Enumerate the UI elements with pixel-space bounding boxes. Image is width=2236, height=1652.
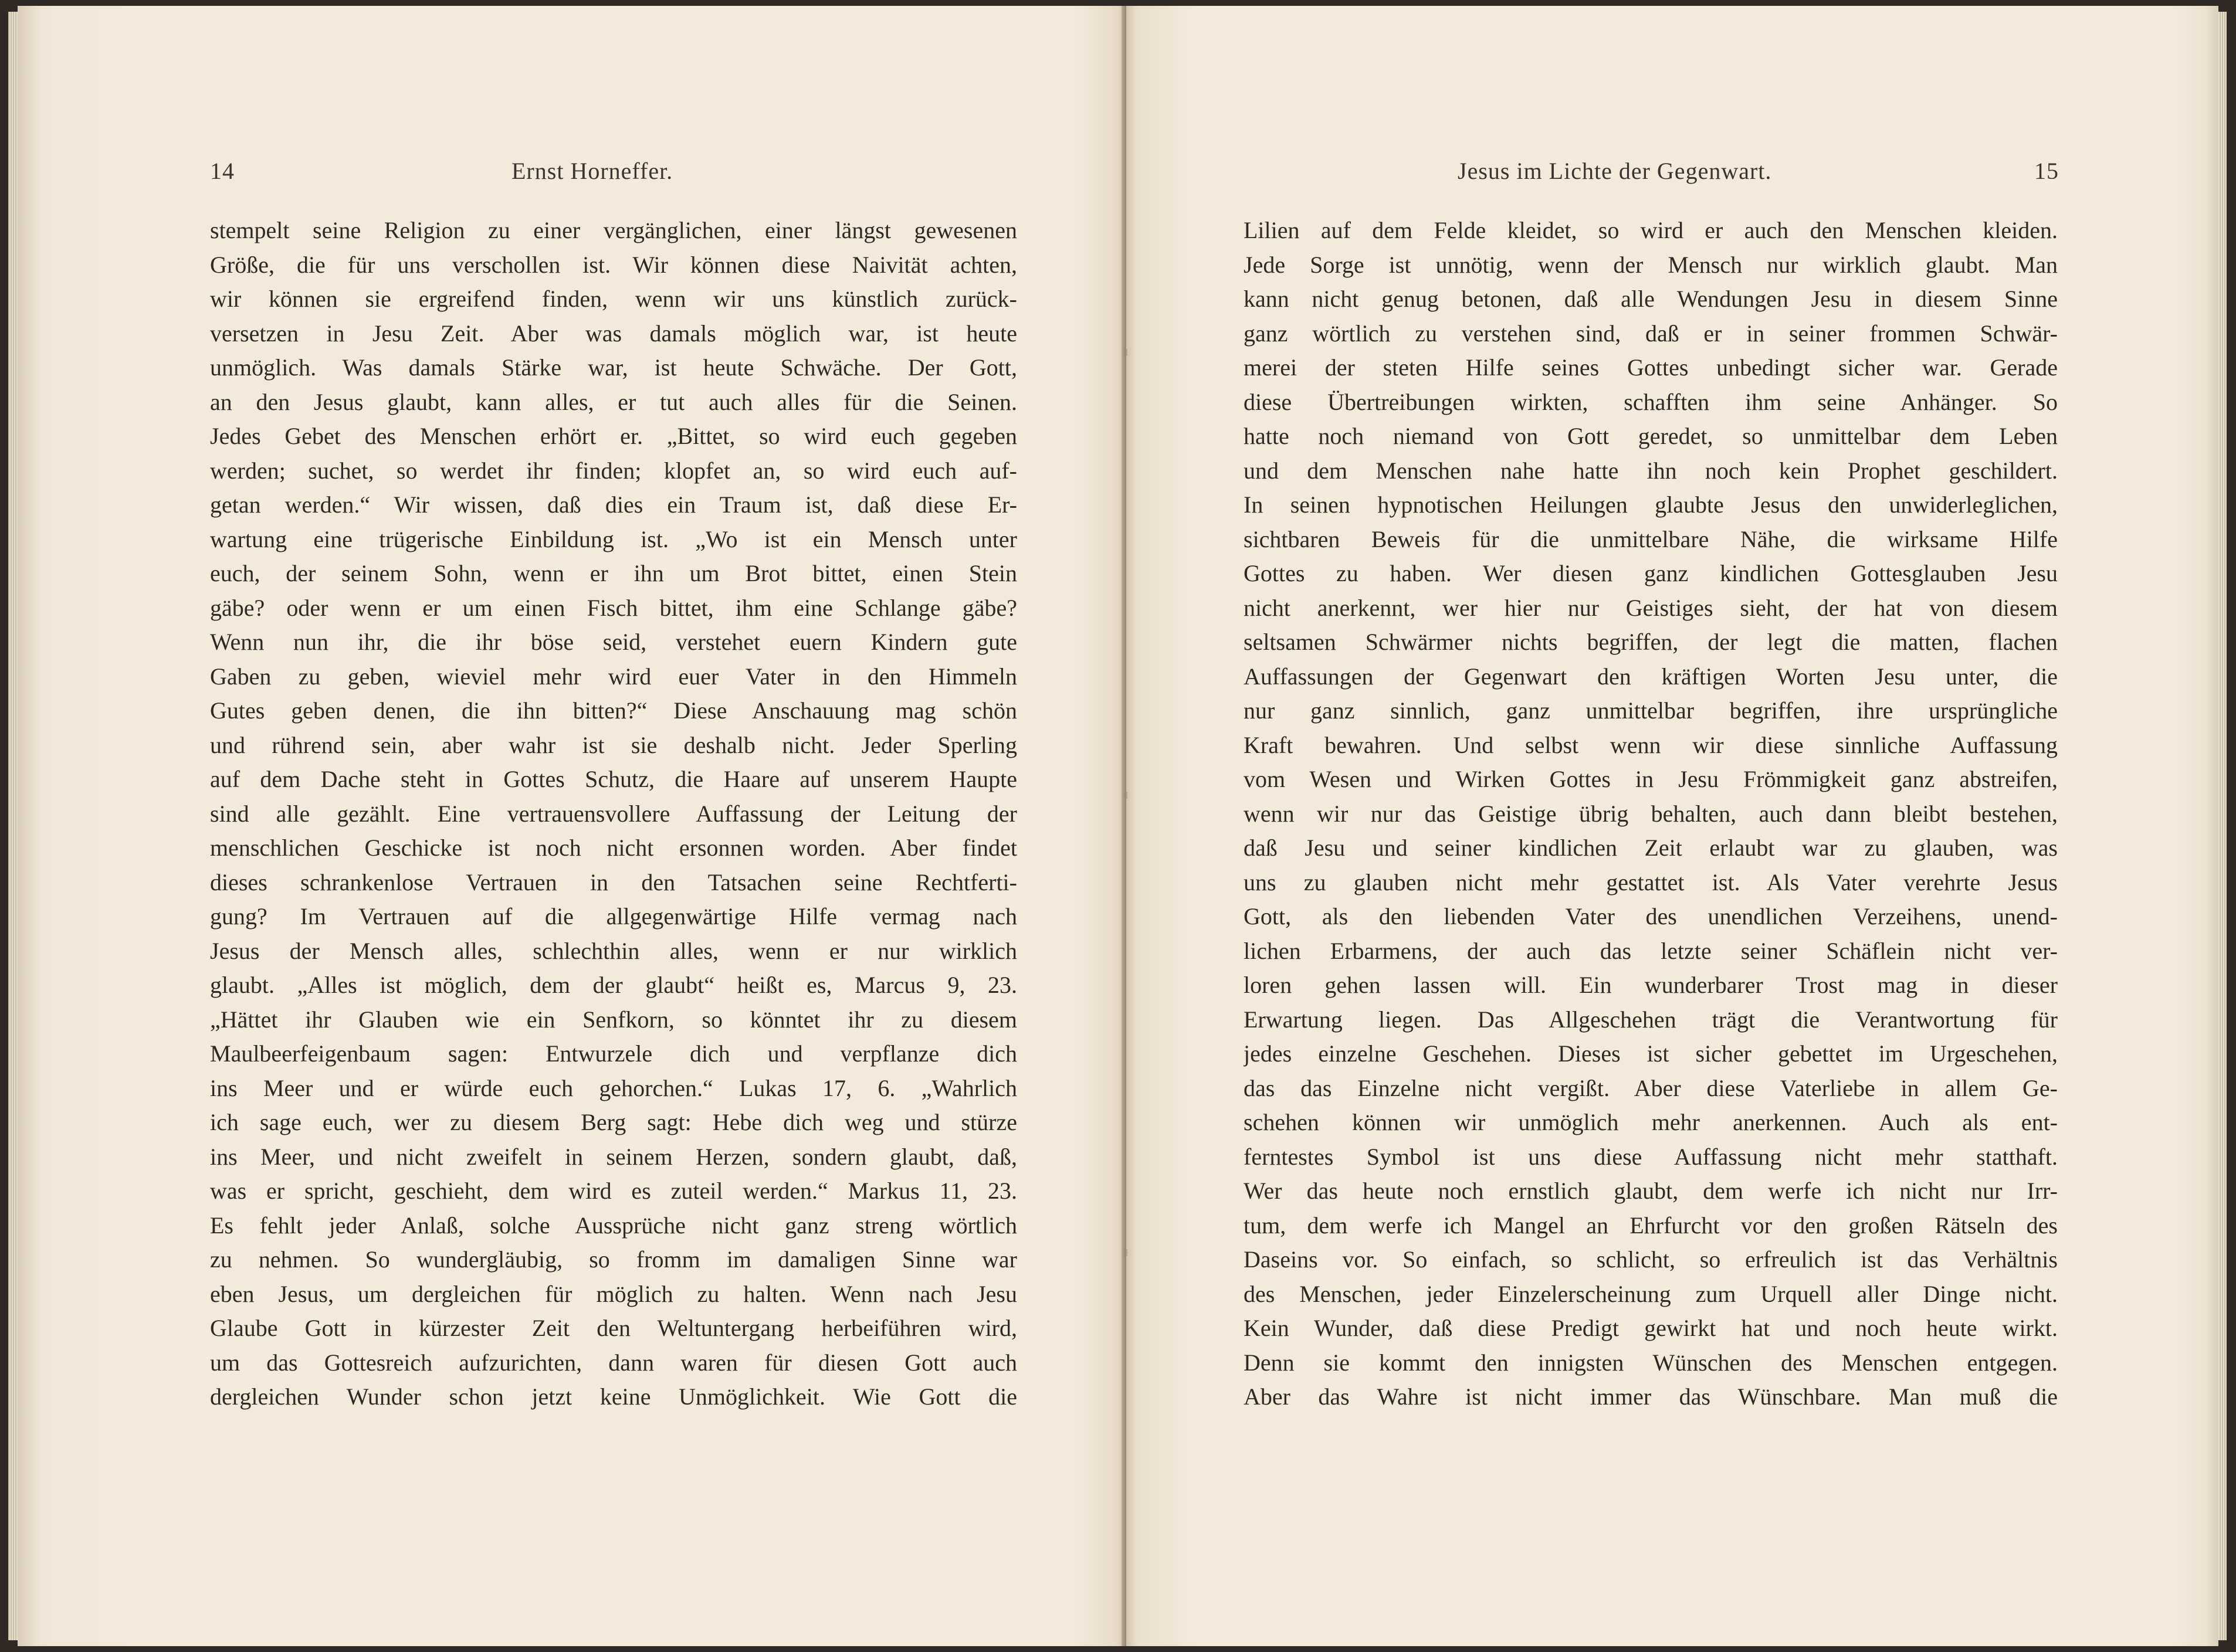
- text-line: Kein Wunder, daß diese Predigt gewirkt hat und noch heute wirkt.: [1244, 1315, 2058, 1341]
- text-line: dergleichen Wunder schon jetzt keine Unmöglichkeit. Wie Gott die: [210, 1383, 1017, 1410]
- text-line: wir können sie ergreifend finden, wenn wir uns künstlich zurück-: [210, 286, 1017, 312]
- text-line: wartung eine trügerische Einbildung ist. „Wo ist ein Mensch unter: [210, 525, 1017, 552]
- text-line: des Menschen, jeder Einzelerscheinung zum Urquell aller Dinge nicht.: [1244, 1280, 2058, 1307]
- text-line: glaubt. „Alles ist möglich, dem der glaubt“ heißt es, Marcus 9, 23.: [210, 972, 1017, 998]
- text-line: diese Übertreibungen wirkten, schafften ihm seine Anhänger. So: [1244, 388, 2058, 415]
- text-line: werden; suchet, so werdet ihr finden; klopfet an, so wird euch auf-: [210, 457, 1017, 484]
- text-line: menschlichen Geschicke ist noch nicht ersonnen worden. Aber findet: [210, 835, 1017, 861]
- text-line: Größe, die für uns verschollen ist. Wir können diese Naivität achten,: [210, 251, 1017, 278]
- text-line: Gutes geben denen, die ihn bitten?“ Diese Anschauung mag schön: [210, 697, 1017, 724]
- text-line: Auffassungen der Gegenwart den kräftigen Worten Jesu unter, die: [1244, 663, 2058, 690]
- text-line: unmöglich. Was damals Stärke war, ist heute Schwäche. Der Gott,: [210, 354, 1017, 381]
- text-line: ferntestes Symbol ist uns diese Auffassung nicht mehr statthaft.: [1244, 1143, 2058, 1170]
- text-line: schehen können wir unmöglich mehr anerkennen. Auch als ent-: [1244, 1109, 2058, 1135]
- text-line: ganz wörtlich zu verstehen sind, daß er in seiner frommen Schwär-: [1244, 320, 2058, 347]
- text-line: merei der steten Hilfe seines Gottes unbedingt sicher war. Gerade: [1244, 354, 2058, 381]
- text-line: das das Einzelne nicht vergißt. Aber diese Vaterliebe in allem Ge-: [1244, 1074, 2058, 1101]
- text-line: Lilien auf dem Felde kleidet, so wird er auch den Menschen kleiden.: [1244, 217, 2058, 243]
- text-line: loren gehen lassen will. Ein wunderbarer Trost mag in dieser: [1244, 972, 2058, 998]
- text-line: versetzen in Jesu Zeit. Aber was damals möglich war, ist heute: [210, 320, 1017, 347]
- text-line: tum, dem werfe ich Mangel an Ehrfurcht vor den großen Rätseln des: [1244, 1212, 2058, 1239]
- text-line: nur ganz sinnlich, ganz unmittelbar begriffen, ihre ursprüngliche: [1244, 697, 2058, 724]
- text-line: Jesus der Mensch alles, schlechthin alles, wenn er nur wirklich: [210, 937, 1017, 964]
- text-line: gäbe? oder wenn er um einen Fisch bittet, ihm eine Schlange gäbe?: [210, 594, 1017, 621]
- text-line: Wer das heute noch ernstlich glaubt, dem werfe ich nicht nur Irr-: [1244, 1178, 2058, 1204]
- text-line: auf dem Dache steht in Gottes Schutz, die Haare auf unserem Haupte: [210, 766, 1017, 792]
- text-line: Wenn nun ihr, die ihr böse seid, verstehet euern Kindern gute: [210, 629, 1017, 655]
- text-line: Jedes Gebet des Menschen erhört er. „Bittet, so wird euch gegeben: [210, 423, 1017, 449]
- text-line: ins Meer und er würde euch gehorchen.“ Lukas 17, 6. „Wahrlich: [210, 1074, 1017, 1101]
- text-line: getan werden.“ Wir wissen, daß dies ein Traum ist, daß diese Er-: [210, 491, 1017, 518]
- text-line: gung? Im Vertrauen auf die allgegenwärtige Hilfe vermag nach: [210, 903, 1017, 930]
- left-page: [18, 6, 1126, 1646]
- text-line: Jede Sorge ist unnötig, wenn der Mensch nur wirklich glaubt. Man: [1244, 251, 2058, 278]
- left-running-head: Ernst Horneffer.: [511, 158, 673, 184]
- text-line: Aber das Wahre ist nicht immer das Wünschbare. Man muß die: [1244, 1383, 2058, 1410]
- page-edges-left: [8, 12, 18, 1640]
- text-line: stempelt seine Religion zu einer vergänglichen, einer längst gewesenen: [210, 217, 1017, 243]
- text-line: kann nicht genug betonen, daß alle Wendungen Jesu in diesem Sinne: [1244, 286, 2058, 312]
- text-line: Maulbeerfeigenbaum sagen: Entwurzele dich und verpflanze dich: [210, 1040, 1017, 1067]
- text-line: daß Jesu und seiner kindlichen Zeit erlaubt war zu glauben, was: [1244, 835, 2058, 861]
- paper-mark: [1124, 349, 1127, 356]
- text-line: Gottes zu haben. Wer diesen ganz kindlichen Gottesglauben Jesu: [1244, 560, 2058, 586]
- text-line: jedes einzelne Geschehen. Dieses ist sicher gebettet im Urgeschehen,: [1244, 1040, 2058, 1067]
- text-line: hatte noch niemand von Gott geredet, so unmittelbar dem Leben: [1244, 423, 2058, 449]
- text-line: „Hättet ihr Glauben wie ein Senfkorn, so könntet ihr zu diesem: [210, 1006, 1017, 1033]
- text-line: Denn sie kommt den innigsten Wünschen des Menschen entgegen.: [1244, 1349, 2058, 1376]
- text-line: sichtbaren Beweis für die unmittelbare Nähe, die wirksame Hilfe: [1244, 525, 2058, 552]
- text-line: dieses schrankenlose Vertrauen in den Tatsachen seine Rechtferti-: [210, 869, 1017, 895]
- text-line: Es fehlt jeder Anlaß, solche Aussprüche nicht ganz streng wörtlich: [210, 1212, 1017, 1239]
- left-page-body: [210, 213, 1017, 1414]
- text-line: nicht anerkennt, wer hier nur Geistiges sieht, der hat von diesem: [1244, 594, 2058, 621]
- text-line: vom Wesen und Wirken Gottes in Jesu Frömmigkeit ganz abstreifen,: [1244, 766, 2058, 792]
- text-line: an den Jesus glaubt, kann alles, er tut auch alles für die Seinen.: [210, 388, 1017, 415]
- right-page-number: 15: [2034, 158, 2059, 184]
- text-line: wenn wir nur das Geistige übrig behalten, auch dann bleibt bestehen,: [1244, 800, 2058, 827]
- paper-mark: [1124, 792, 1127, 799]
- text-line: ich sage euch, wer zu diesem Berg sagt: Hebe dich weg und stürze: [210, 1109, 1017, 1135]
- text-line: eben Jesus, um dergleichen für möglich zu halten. Wenn nach Jesu: [210, 1280, 1017, 1307]
- text-line: Kraft bewahren. Und selbst wenn wir diese sinnliche Auffassung: [1244, 731, 2058, 758]
- text-line: Erwartung liegen. Das Allgeschehen trägt die Verantwortung für: [1244, 1006, 2058, 1033]
- text-line: ins Meer, und nicht zweifelt in seinem Herzen, sondern glaubt, daß,: [210, 1143, 1017, 1170]
- text-line: Gaben zu geben, wieviel mehr wird euer Vater in den Himmeln: [210, 663, 1017, 690]
- text-line: zu nehmen. So wundergläubig, so fromm im damaligen Sinne war: [210, 1246, 1017, 1273]
- text-line: sind alle gezählt. Eine vertrauensvollere Auffassung der Leitung der: [210, 800, 1017, 827]
- text-line: Gott, als den liebenden Vater des unendlichen Verzeihens, unend-: [1244, 903, 2058, 930]
- page-edges-right: [2218, 12, 2227, 1640]
- paper-mark: [1124, 1249, 1127, 1256]
- text-line: In seinen hypnotischen Heilungen glaubte Jesus den unwiderleglichen,: [1244, 491, 2058, 518]
- text-line: und rührend sein, aber wahr ist sie deshalb nicht. Jeder Sperling: [210, 731, 1017, 758]
- text-line: Daseins vor. So einfach, so schlicht, so erfreulich ist das Verhältnis: [1244, 1246, 2058, 1273]
- text-line: um das Gottesreich aufzurichten, dann waren für diesen Gott auch: [210, 1349, 1017, 1376]
- text-line: und dem Menschen nahe hatte ihn noch kein Prophet geschildert.: [1244, 457, 2058, 484]
- text-line: seltsamen Schwärmer nichts begriffen, der legt die matten, flachen: [1244, 629, 2058, 655]
- right-page-body: [1244, 213, 2058, 1414]
- right-running-head: Jesus im Lichte der Gegenwart.: [1458, 158, 1772, 184]
- left-page-number: 14: [210, 158, 235, 184]
- right-page: [1126, 6, 2218, 1646]
- text-line: Glaube Gott in kürzester Zeit den Weltuntergang herbeiführen wird,: [210, 1315, 1017, 1341]
- text-line: euch, der seinem Sohn, wenn er ihn um Brot bittet, einen Stein: [210, 560, 1017, 586]
- text-line: uns zu glauben nicht mehr gestattet ist. Als Vater verehrte Jesus: [1244, 869, 2058, 895]
- text-line: lichen Erbarmens, der auch das letzte seiner Schäflein nicht ver-: [1244, 937, 2058, 964]
- text-line: was er spricht, geschieht, dem wird es zuteil werden.“ Markus 11, 23.: [210, 1178, 1017, 1204]
